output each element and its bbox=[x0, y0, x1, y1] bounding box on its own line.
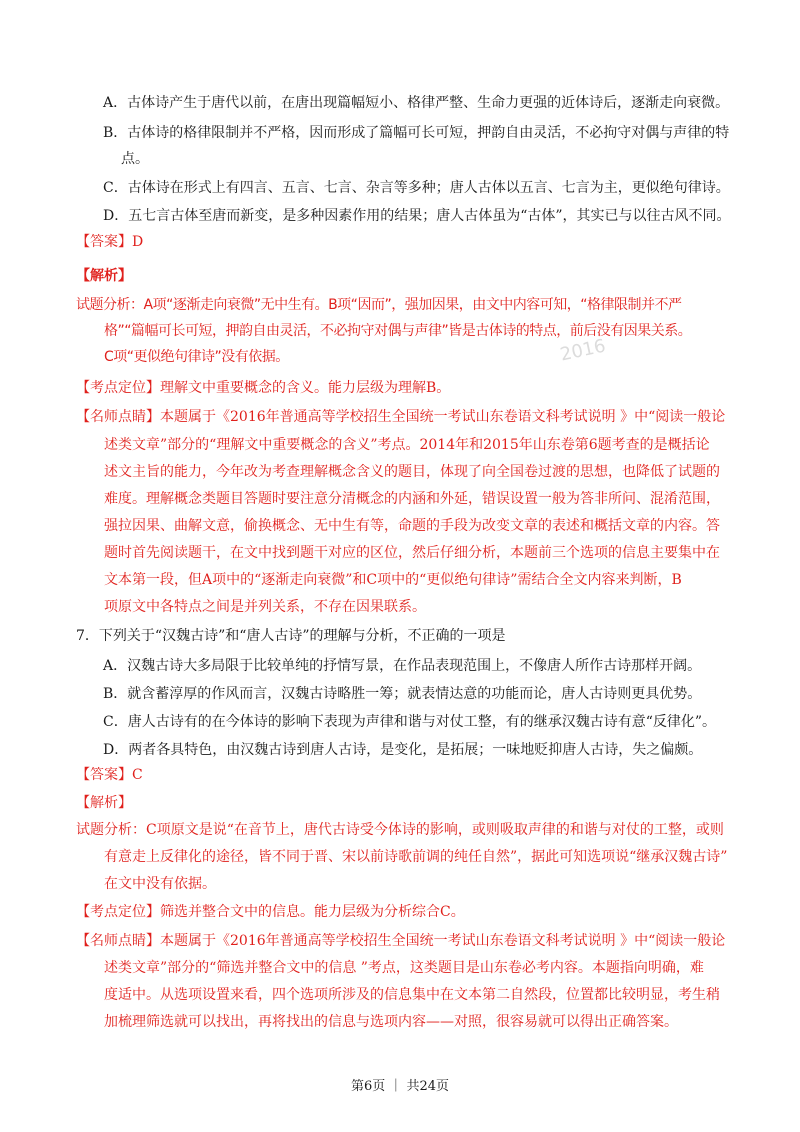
q7-analysis-line2: 有意走上反律化的途径，皆不同于晋、宋以前诗歌前调的纯任自然”，据此可知选项说“继承汉魏古诗” bbox=[104, 849, 728, 865]
q6-analysis-line1: 试题分析：A项“逐渐走向衰微”无中生有。B项“因而”，强加因果，由文中内容可知，“格律限制并不严 bbox=[76, 297, 682, 313]
q6-option-b-line2: 点。 bbox=[121, 151, 149, 167]
q6-kaodian: 【考点定位】理解文中重要概念的含义。能力层级为理解B。 bbox=[76, 380, 451, 396]
q7-analysis-label: 【解析】 bbox=[76, 795, 132, 811]
q6-mingshi-line6: 题时首先阅读题干，在文中找到题干对应的区位，然后仔细分析，本题前三个选项的信息主要集中在 bbox=[104, 545, 720, 561]
q7-answer: 【答案】C bbox=[76, 767, 143, 783]
q7-kaodian: 【考点定位】筛选并整合文中的信息。能力层级为分析综合C。 bbox=[76, 904, 465, 920]
q7-mingshi-line3: 度适中。从选项设置来看，四个选项所涉及的信息集中在文本第二自然段，位置都比较明显，考生稍 bbox=[104, 987, 720, 1003]
q7-option-c: C．唐人古诗有的在今体诗的影响下表现为声律和谐与对仗工整，有的继承汉魏古诗有意“反律化”。 bbox=[103, 714, 717, 730]
q6-option-d: D．五七言古体至唐而新变，是多种因素作用的结果；唐人古体虽为“古体”，其实已与以往古风不同。 bbox=[103, 208, 731, 224]
q7-analysis-line3: 在文中没有依据。 bbox=[104, 876, 216, 892]
q6-mingshi-line4: 难度。理解概念类题目答题时要注意分清概念的内涵和外延，错误设置一般为答非所问、混淆范围， bbox=[104, 491, 720, 507]
q7-option-b: B．就含蓄淳厚的作风而言，汉魏古诗略胜一筹；就表情达意的功能而论，唐人古诗则更具优势。 bbox=[103, 686, 702, 702]
q6-mingshi-line1: 【名师点睛】本题属于《2016年普通高等学校招生全国统一考试山东卷语文科考试说明 》中“阅读一般论 bbox=[76, 409, 726, 425]
q6-mingshi-line8: 项原文中各特点之间是并列关系，不存在因果联系。 bbox=[104, 599, 426, 615]
q6-analysis-label: 【解析】 bbox=[76, 268, 132, 284]
q6-option-b-line1: B．古体诗的格律限制并不严格，因而形成了篇幅可长可短，押韵自由灵活，不必拘守对偶与声律的特 bbox=[103, 125, 730, 141]
q6-mingshi-line2: 述类文章”部分的“理解文中重要概念的含义”考点。2014年和2015年山东卷第6题考查的是概括论 bbox=[104, 437, 710, 453]
watermark-text: 2016 bbox=[558, 335, 608, 366]
q6-option-c: C．古体诗在形式上有四言、五言、七言、杂言等多种；唐人古体以五言、七言为主，更似绝句律诗。 bbox=[103, 180, 730, 196]
q7-mingshi-line4: 加梳理筛选就可以找出，再将找出的信息与选项内容——对照，很容易就可以得出正确答案。 bbox=[104, 1014, 678, 1030]
q7-option-a: A．汉魏古诗大多局限于比较单纯的抒情写景，在作品表现范围上，不像唐人所作古诗那样开阔。 bbox=[103, 658, 702, 674]
q6-answer: 【答案】D bbox=[76, 234, 144, 250]
q6-mingshi-line7: 文本第一段，但A项中的“逐渐走向衰微”和C项中的“更似绝句律诗”需结合全文内容来判断，B bbox=[104, 572, 682, 588]
q6-mingshi-line5: 强拉因果、曲解文意，偷换概念、无中生有等，命题的手段为改变文章的表述和概括文章的内容。答 bbox=[104, 518, 720, 534]
q6-mingshi-line3: 述文主旨的能力，今年改为考查理解概念含义的题目，体现了向全国卷过渡的思想，也降低了试题的 bbox=[104, 464, 720, 480]
q6-option-a: A．古体诗产生于唐代以前，在唐出现篇幅短小、格律严整、生命力更强的近体诗后，逐渐走向衰微。 bbox=[103, 95, 730, 111]
q7-option-d: D．两者各具特色，由汉魏古诗到唐人古诗，是变化，是拓展；一味地贬抑唐人古诗，失之偏颇。 bbox=[103, 742, 703, 758]
q7-stem: 7．下列关于“汉魏古诗”和“唐人古诗”的理解与分析，不正确的一项是 bbox=[76, 628, 506, 644]
q6-analysis-line2: 格”“篇幅可长可短，押韵自由灵活，不必拘守对偶与声律”皆是古体诗的特点，前后没有因果关系。 bbox=[104, 323, 692, 339]
q7-analysis-line1: 试题分析：C项原文是说“在音节上，唐代古诗受今体诗的影响，或则吸取声律的和谐与对仗的工整，或则 bbox=[76, 822, 724, 838]
q6-analysis-line3: C项“更似绝句律诗”没有依据。 bbox=[104, 349, 289, 365]
q7-mingshi-line2: 述类文章”部分的“筛选并整合文中的信息 ”考点，这类题目是山东卷必考内容。本题指向明确，难 bbox=[104, 960, 704, 976]
q7-mingshi-line1: 【名师点睛】本题属于《2016年普通高等学校招生全国统一考试山东卷语文科考试说明 》中“阅读一般论 bbox=[76, 933, 726, 949]
page-footer: 第6页 ｜ 共24页 bbox=[350, 1079, 450, 1094]
